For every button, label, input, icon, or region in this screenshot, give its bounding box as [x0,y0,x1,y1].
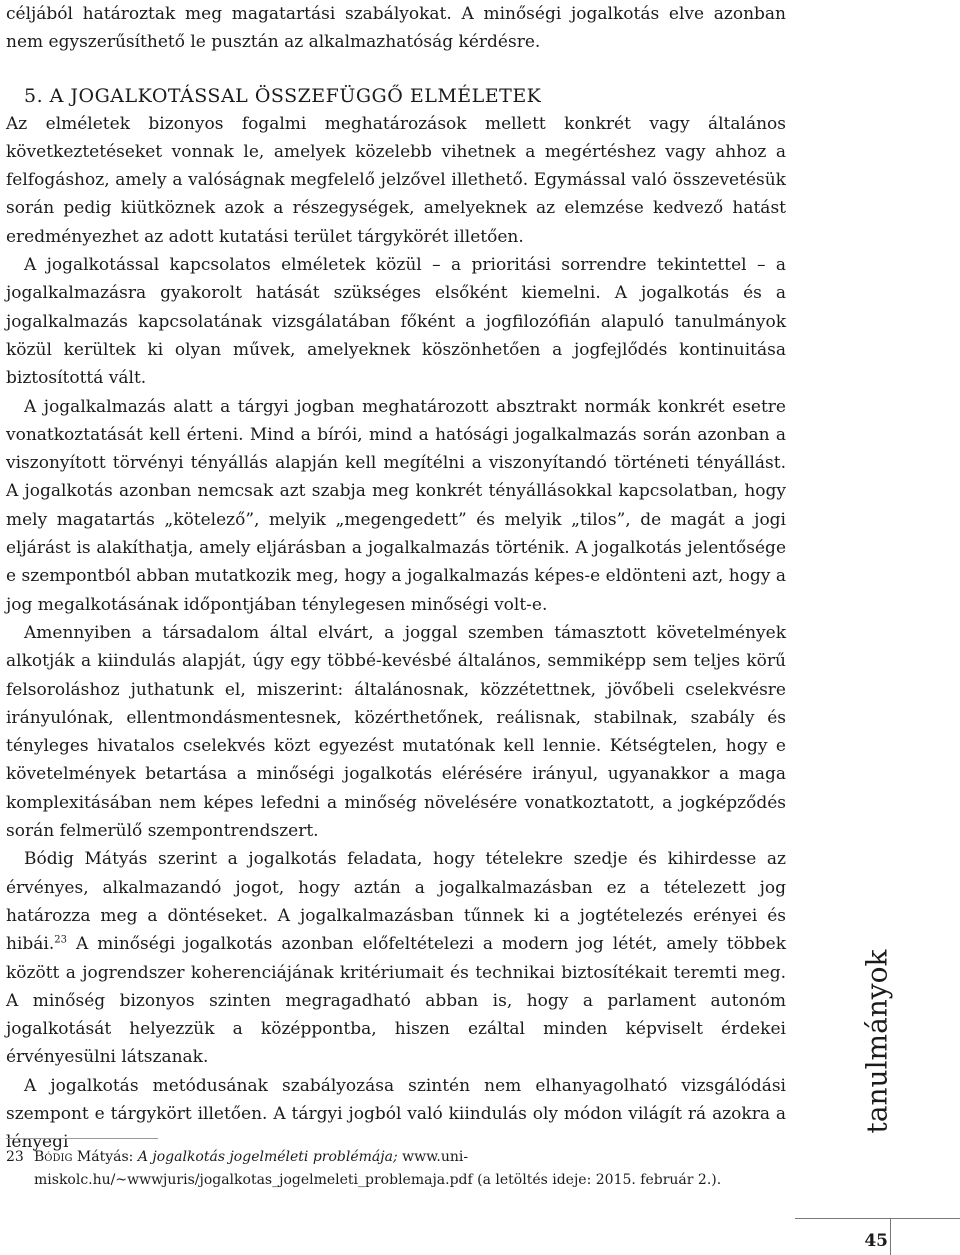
paragraph-2: A jogalkotással kapcsolatos elméletek közül – a prioritási sorrendre tekintettel – a jogalkalmazásra gyakorolt hatását szükséges elsőként kiemelni. A jogalkotás és a jogalkalmazás kapcsolatának vizsgálatában főként a jogfilozófián alapuló tanulmányok közül kerültek ki olyan művek, amelyeknek köszönhetően a jogfejlődés kontinuitása biztosítottá vált. [6,255,786,389]
footnote [6,1146,791,1192]
side-label-text: tanulmányok [860,949,894,1134]
paragraph-5 [6,845,786,1071]
footnote-reference[interactable]: 23 [54,934,67,946]
corner-rule-horizontal [795,1218,960,1219]
paragraph-6: A jogalkotás metódusának szabályozása szintén nem elhanyagolható vizsgálódási szempont e tárgykört illetően. A tárgyi jogból való kiindulás oly módon világít rá azokra a lényegi [6,1075,786,1153]
section-heading: 5. A JOGALKOTÁSSAL ÖSSZEFÜGGŐ ELMÉLETEK [24,84,542,107]
paragraph-5-text-b: A minőségi jogalkotás azonban előfeltételezi a modern jog létét, amely többek között a jogrendszer koherenciájának kritériumait és technikai biztosítékait teremti meg. A minőség bizonyos szinten megragadható abban is, hogy a parlament autonóm jogalkotását helyezzük a középpontba, hiszen ezáltal minden képviselt érdekei érvényesülni látszanak. [6,934,786,1068]
footnote-author-rest: Mátyás: [72,1149,138,1165]
paragraph-4: Amennyiben a társadalom által elvárt, a joggal szemben támasztott követelmények alkotják a kiindulás alapját, úgy egy többé-kevésbé általános, semmiképp sem teljes körű felsoroláshoz juthatunk el, miszerint: általánosnak, közzétettnek, jövőbeli cselekvésre irányulónak, ellentmondásmentesnek, közérthetőnek, reálisnak, stabilnak, szabály és tényleges hivatalos cselekvés közt egyezést mutatónak kell lennie. Kétségtelen, hogy e követelmények betartása a minőségi jogalkotás elérésére irányul, ugyanakkor a maga komplexitásában nem képes lefedni a minőség növelésére vonatkoztatott, a jogképződés során felmerülő szempontrendszert. [6,622,786,842]
paragraph-lead: céljából határoztak meg magatartási szabályokat. A minőségi jogalkotás elve azonban nem egyszerűsíthető le pusztán az alkalmazhatóság kérdésre. [6,4,786,53]
footnote-divider [6,1138,158,1139]
footnote-title: A jogalkotás jogelméleti problémája; [137,1149,398,1165]
paragraph-3: A jogalkalmazás alatt a tárgyi jogban meghatározott absztrakt normák konkrét esetre vonatkoztatását kell érteni. Mind a bírói, mind a hatósági jogalkalmazás során azonban a viszonyított törvényi tényállás alapján kell megítélni a viszonyítandó történeti tényállást. A jogalkotás azonban nemcsak azt szabja meg konkrét tényállásokkal kapcsolatban, hogy mely magatartás „kötelező”, melyik „megengedett” és melyik „tilos”, de magát a jogi eljárást is alakíthatja, amely eljárásban a jogalkalmazás történik. A jogalkotás jelentősége e szempontból abban mutatkozik meg, hogy a jogalkalmazás képes-e eldönteni azt, hogy a jog megalkotásának időpontjában ténylegesen minőségi volt-e. [6,396,786,615]
footnote-author: Bódig [34,1149,73,1165]
paragraph-5-text-a: Bódig Mátyás szerint a jogalkotás feladata, hogy tételekre szedje és kihirdesse az érvényes, alkalmazandó jogot, hogy aztán a jogalkalmazásban ez a tételezett jog határozza meg a döntéseket. A jogalkalmazásban tűnnek ki a jogtételezés erényei és hibái. [6,849,786,955]
paragraph-1: Az elméletek bizonyos fogalmi meghatározások mellett konkrét vagy általános következtetéseket vonnak le, amelyek közelebb vihetnek a megértéshez vagy ahhoz a felfogáshoz, amely a valóságnak megfelelő jelzővel illethető. Egymással való összevetésük során pedig kiütköznek azok a részegységek, amelyeknek az elemzése kedvező hatást eredményezhet az adott kutatási terület tárgykörét illetően. [6,113,786,247]
page-text [6,0,786,1157]
corner-rule-vertical [890,1218,891,1255]
section-side-label [860,949,894,1134]
footnote-source: www.uni-miskolc.hu/~wwwjuris/jogalkotas_jogelmeleti_problemaja.pdf (a letöltés ideje: 2015. február 2.). [34,1149,722,1188]
page-number: 45 [864,1231,888,1251]
footnote-number: 23 [6,1149,24,1165]
